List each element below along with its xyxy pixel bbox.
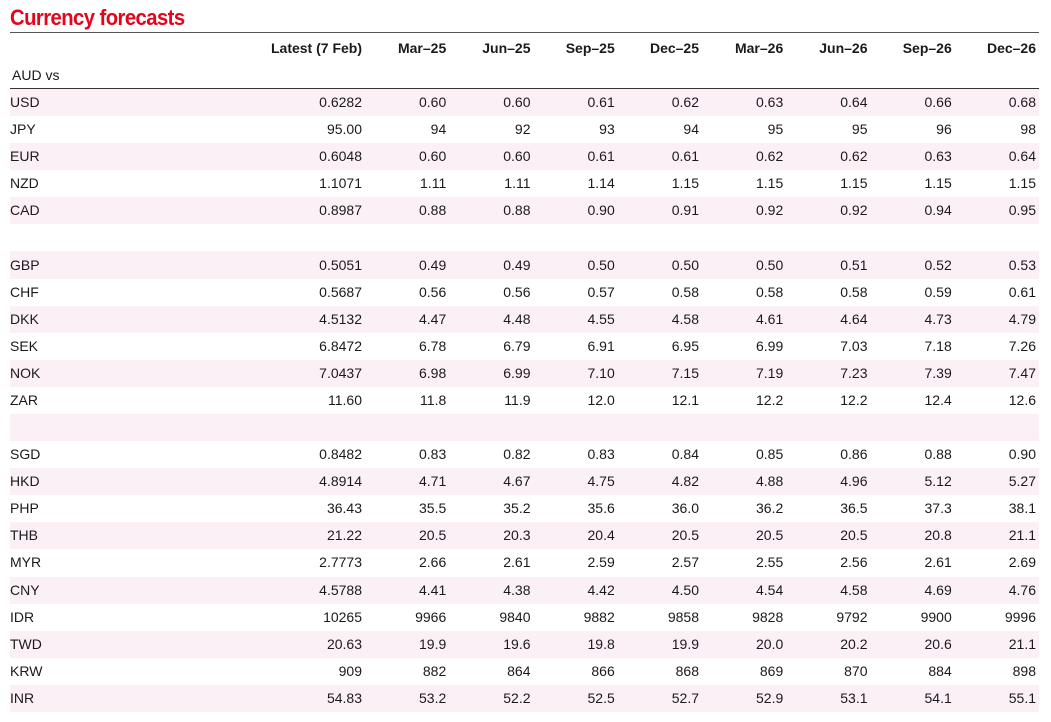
forecast-value-cell: 19.8 — [534, 631, 618, 658]
forecast-value-cell: 1.15 — [840, 175, 868, 192]
currency-label: THB — [10, 522, 225, 549]
forecast-value-cell: 0.49 — [449, 251, 533, 278]
forecast-value-cell: 12.2 — [756, 391, 784, 408]
table-row — [10, 116, 1039, 143]
forecast-value-cell: 7.19 — [702, 360, 786, 387]
latest-value-cell: 7.0437 — [225, 360, 365, 387]
forecast-value-cell: 7.39 — [871, 360, 955, 387]
forecast-value-cell: 92 — [514, 121, 531, 138]
forecast-value-cell: 0.60 — [365, 143, 449, 170]
forecast-value-cell: 20.4 — [534, 522, 618, 549]
forecast-value-cell: 4.67 — [449, 468, 533, 495]
forecast-value-cell: 6.91 — [587, 337, 615, 354]
forecast-value-cell: 0.92 — [786, 197, 870, 224]
forecast-value-cell: 868 — [675, 662, 699, 679]
forecast-value-cell: 96 — [936, 121, 952, 138]
latest-value-cell: 0.8987 — [225, 197, 365, 224]
forecast-value-cell: 0.56 — [419, 283, 447, 300]
forecast-value-cell: 884 — [928, 662, 952, 679]
forecast-value-cell: 4.82 — [618, 468, 702, 495]
forecast-value-cell: 6.78 — [419, 337, 447, 354]
table-row — [10, 197, 1039, 224]
forecast-value-cell: 53.2 — [365, 685, 449, 712]
forecast-value-cell: 866 — [591, 662, 615, 679]
forecast-value-cell: 6.99 — [756, 337, 784, 354]
forecast-value-cell: 7.26 — [1008, 337, 1036, 354]
forecast-value-cell: 20.3 — [449, 522, 533, 549]
forecast-value-cell: 0.66 — [871, 89, 955, 117]
forecast-value-cell: 0.62 — [786, 143, 870, 170]
column-header: Sep–26 — [902, 39, 952, 56]
latest-value-cell: 4.5132 — [225, 306, 365, 333]
table-header-row — [10, 34, 1039, 62]
forecast-value-cell: 0.63 — [871, 143, 955, 170]
forecast-value-cell: 9966 — [415, 608, 447, 625]
forecast-value-cell: 52.2 — [449, 685, 533, 712]
forecast-value-cell: 2.59 — [587, 554, 615, 571]
title-divider — [10, 32, 1039, 33]
forecast-value-cell: 0.86 — [840, 446, 868, 463]
group-label: AUD vs — [10, 62, 1039, 89]
forecast-value-cell: 1.15 — [756, 175, 784, 192]
forecast-value-cell: 4.54 — [702, 577, 786, 604]
table-row — [10, 170, 1039, 197]
forecast-value-cell: 2.56 — [840, 554, 868, 571]
latest-value-cell: 0.6282 — [225, 89, 365, 117]
column-header: Sep–25 — [565, 39, 615, 56]
column-header: Jun–26 — [819, 39, 868, 56]
forecast-value-cell: 36.5 — [840, 500, 868, 517]
forecast-value-cell: 0.85 — [756, 446, 784, 463]
forecast-value-cell: 4.41 — [365, 577, 449, 604]
latest-value-cell: 4.8914 — [225, 468, 365, 495]
forecast-value-cell: 4.64 — [786, 306, 870, 333]
forecast-value-cell: 5.12 — [871, 468, 955, 495]
forecast-value-cell: 0.52 — [871, 251, 955, 278]
forecast-value-cell: 0.51 — [786, 251, 870, 278]
forecast-value-cell: 19.9 — [618, 631, 702, 658]
forecast-value-cell: 0.88 — [449, 197, 533, 224]
forecast-value-cell: 864 — [507, 662, 531, 679]
forecast-value-cell: 19.9 — [365, 631, 449, 658]
forecast-value-cell: 9882 — [583, 608, 615, 625]
forecast-value-cell: 20.2 — [786, 631, 870, 658]
table-row — [10, 577, 1039, 604]
forecast-value-cell: 1.11 — [504, 175, 531, 192]
latest-value-cell: 1.1071 — [319, 175, 362, 192]
forecast-value-cell: 0.84 — [671, 446, 699, 463]
forecast-value-cell: 4.47 — [365, 306, 449, 333]
latest-value-cell: 4.5788 — [225, 577, 365, 604]
currency-label: DKK — [10, 306, 225, 333]
forecast-value-cell: 0.90 — [534, 197, 618, 224]
forecast-value-cell: 6.98 — [365, 360, 449, 387]
currency-label: INR — [10, 685, 225, 712]
forecast-value-cell: 11.9 — [504, 391, 531, 408]
forecast-value-cell: 52.7 — [618, 685, 702, 712]
forecast-value-cell: 0.57 — [587, 283, 615, 300]
forecast-value-cell: 21.1 — [955, 522, 1039, 549]
forecast-value-cell: 54.1 — [871, 685, 955, 712]
spacer-cell — [10, 224, 1039, 251]
table-row — [10, 658, 1039, 685]
latest-value-cell: 95.00 — [326, 121, 362, 138]
forecast-value-cell: 36.0 — [671, 500, 699, 517]
forecast-value-cell: 1.11 — [420, 175, 447, 192]
currency-label: NZD — [10, 175, 39, 192]
forecast-value-cell: 4.88 — [702, 468, 786, 495]
forecast-value-cell: 0.60 — [449, 89, 533, 117]
currency-label: GBP — [10, 251, 225, 278]
forecast-value-cell: 9900 — [920, 608, 952, 625]
forecast-value-cell: 2.57 — [671, 554, 699, 571]
forecast-value-cell: 0.88 — [924, 446, 952, 463]
forecast-value-cell: 4.69 — [871, 577, 955, 604]
forecast-value-cell: 2.61 — [924, 554, 952, 571]
forecast-value-cell: 9858 — [667, 608, 699, 625]
forecast-value-cell: 20.6 — [871, 631, 955, 658]
forecast-value-cell: 0.94 — [871, 197, 955, 224]
forecast-value-cell: 4.96 — [786, 468, 870, 495]
spacer-cell — [10, 414, 1039, 441]
forecast-value-cell: 4.71 — [365, 468, 449, 495]
forecast-value-cell: 0.68 — [955, 89, 1039, 117]
forecast-value-cell: 4.76 — [955, 577, 1039, 604]
forecast-value-cell: 0.60 — [365, 89, 449, 117]
forecast-value-cell: 35.2 — [503, 500, 531, 517]
forecast-value-cell: 12.4 — [924, 391, 952, 408]
forecast-value-cell: 1.15 — [671, 175, 699, 192]
forecast-value-cell: 19.6 — [449, 631, 533, 658]
forecast-value-cell: 94 — [430, 121, 447, 138]
forecast-value-cell: 1.15 — [924, 175, 952, 192]
forecast-value-cell: 4.48 — [449, 306, 533, 333]
currency-label: ZAR — [10, 391, 38, 408]
forecast-value-cell: 7.15 — [618, 360, 702, 387]
latest-value-cell: 10265 — [323, 608, 362, 625]
table-row — [10, 89, 1039, 117]
table-row — [10, 387, 1039, 414]
column-header: Mar–25 — [397, 39, 447, 56]
forecast-value-cell: 36.2 — [756, 500, 784, 517]
table-row — [10, 306, 1039, 333]
latest-value-cell: 2.7773 — [319, 554, 362, 571]
page-title: Currency forecasts — [10, 5, 185, 30]
latest-value-cell: 0.5687 — [319, 283, 362, 300]
forecast-value-cell: 52.9 — [702, 685, 786, 712]
forecast-value-cell: 2.61 — [503, 554, 531, 571]
forecast-value-cell: 870 — [844, 662, 868, 679]
table-row — [10, 441, 1039, 468]
currency-label: JPY — [10, 121, 36, 138]
forecast-value-cell: 98 — [1020, 121, 1036, 138]
forecast-value-cell: 0.58 — [756, 283, 784, 300]
forecast-value-cell: 0.50 — [618, 251, 702, 278]
forecast-value-cell: 0.61 — [534, 143, 618, 170]
forecast-value-cell: 9840 — [499, 608, 531, 625]
currency-label: SEK — [10, 337, 39, 354]
table-row — [10, 251, 1039, 278]
table-row — [10, 468, 1039, 495]
forecast-value-cell: 0.61 — [618, 143, 702, 170]
latest-value-cell: 909 — [338, 662, 362, 679]
forecast-value-cell: 20.5 — [365, 522, 449, 549]
currency-forecast-table — [10, 34, 1039, 712]
forecast-value-cell: 0.58 — [840, 283, 868, 300]
forecast-value-cell: 0.49 — [365, 251, 449, 278]
forecast-value-cell: 4.55 — [534, 306, 618, 333]
forecast-value-cell: 12.0 — [587, 391, 615, 408]
latest-value-cell: 0.6048 — [225, 143, 365, 170]
forecast-value-cell: 4.75 — [534, 468, 618, 495]
forecast-value-cell: 0.83 — [587, 446, 615, 463]
currency-label: MYR — [10, 554, 42, 571]
forecast-value-cell: 94 — [683, 121, 699, 138]
forecast-value-cell: 0.58 — [671, 283, 699, 300]
forecast-value-cell: 869 — [759, 662, 784, 679]
forecast-value-cell: 53.1 — [786, 685, 870, 712]
forecast-value-cell: 6.99 — [449, 360, 533, 387]
table-row — [10, 549, 1039, 576]
forecast-value-cell: 2.69 — [1008, 554, 1036, 571]
forecast-value-cell: 7.47 — [955, 360, 1039, 387]
currency-label: KRW — [10, 662, 43, 679]
forecast-value-cell: 20.8 — [871, 522, 955, 549]
currency-label: NOK — [10, 360, 225, 387]
forecast-value-cell: 9792 — [836, 608, 868, 625]
forecast-value-cell: 0.60 — [449, 143, 533, 170]
forecast-value-cell: 0.59 — [924, 283, 952, 300]
latest-value-cell: 0.5051 — [225, 251, 365, 278]
forecast-value-cell: 6.79 — [503, 337, 531, 354]
forecast-value-cell: 0.95 — [955, 197, 1039, 224]
forecast-value-cell: 95 — [767, 121, 784, 138]
forecast-value-cell: 0.50 — [534, 251, 618, 278]
forecast-value-cell: 0.56 — [503, 283, 531, 300]
forecast-value-cell: 38.1 — [1008, 500, 1036, 517]
forecast-value-cell: 93 — [599, 121, 615, 138]
forecast-value-cell: 20.0 — [702, 631, 786, 658]
table-row — [10, 604, 1039, 631]
forecast-value-cell: 20.5 — [786, 522, 870, 549]
forecast-value-cell: 11.8 — [420, 391, 447, 408]
currency-label: USD — [10, 89, 225, 117]
forecast-value-cell: 0.61 — [534, 89, 618, 117]
forecast-value-cell: 4.38 — [449, 577, 533, 604]
forecast-value-cell: 1.14 — [587, 175, 615, 192]
table-row — [10, 495, 1039, 522]
forecast-value-cell: 898 — [1012, 662, 1036, 679]
forecast-value-cell: 0.64 — [955, 143, 1039, 170]
currency-label: SGD — [10, 446, 41, 463]
column-header-label — [10, 34, 225, 62]
forecast-value-cell: 0.92 — [702, 197, 786, 224]
forecast-value-cell: 7.10 — [534, 360, 618, 387]
forecast-value-cell: 2.55 — [756, 554, 784, 571]
column-header: Dec–25 — [649, 39, 699, 56]
forecast-value-cell: 2.66 — [419, 554, 447, 571]
forecast-value-cell: 9996 — [1004, 608, 1036, 625]
spacer-row — [10, 414, 1039, 441]
table-row — [10, 522, 1039, 549]
forecast-value-cell: 7.03 — [840, 337, 868, 354]
forecast-value-cell: 4.58 — [618, 306, 702, 333]
forecast-value-cell: 0.53 — [955, 251, 1039, 278]
forecast-value-cell: 1.15 — [1008, 175, 1036, 192]
forecast-value-cell: 35.6 — [587, 500, 615, 517]
forecast-value-cell: 4.79 — [955, 306, 1039, 333]
forecast-value-cell: 0.83 — [419, 446, 447, 463]
latest-value-cell: 11.60 — [328, 391, 362, 408]
latest-value-cell: 6.8472 — [319, 337, 362, 354]
currency-label: HKD — [10, 468, 225, 495]
forecast-value-cell: 7.23 — [786, 360, 870, 387]
group-header-row — [10, 62, 1039, 89]
forecast-value-cell: 0.88 — [365, 197, 449, 224]
forecast-value-cell: 0.62 — [702, 143, 786, 170]
table-row — [10, 631, 1039, 658]
forecast-value-cell: 0.82 — [503, 446, 531, 463]
column-header: Latest (7 Feb) — [270, 39, 362, 56]
currency-label: TWD — [10, 631, 225, 658]
forecast-value-cell: 0.64 — [786, 89, 870, 117]
table-row — [10, 279, 1039, 306]
currency-label: CNY — [10, 577, 225, 604]
forecast-value-cell: 5.27 — [955, 468, 1039, 495]
forecast-value-cell: 4.61 — [702, 306, 786, 333]
forecast-value-cell: 0.90 — [1008, 446, 1036, 463]
currency-label: IDR — [10, 608, 35, 625]
forecast-value-cell: 9828 — [752, 608, 784, 625]
forecast-value-cell: 55.1 — [955, 685, 1039, 712]
latest-value-cell: 36.43 — [326, 500, 362, 517]
table-row — [10, 333, 1039, 360]
forecast-value-cell: 21.1 — [955, 631, 1039, 658]
table-row — [10, 143, 1039, 170]
forecast-value-cell: 0.91 — [618, 197, 702, 224]
spacer-row — [10, 224, 1039, 251]
forecast-value-cell: 7.18 — [924, 337, 952, 354]
forecast-value-cell: 0.50 — [702, 251, 786, 278]
forecast-value-cell: 52.5 — [534, 685, 618, 712]
forecast-value-cell: 12.6 — [1008, 391, 1036, 408]
table-row — [10, 360, 1039, 387]
forecast-value-cell: 0.62 — [618, 89, 702, 117]
latest-value-cell: 20.63 — [225, 631, 365, 658]
table-row — [10, 685, 1039, 712]
forecast-value-cell: 20.5 — [702, 522, 786, 549]
forecast-value-cell: 4.73 — [871, 306, 955, 333]
latest-value-cell: 0.8482 — [319, 446, 362, 463]
forecast-value-cell: 4.50 — [618, 577, 702, 604]
column-header: Dec–26 — [986, 39, 1036, 56]
forecast-value-cell: 0.63 — [702, 89, 786, 117]
currency-label: EUR — [10, 143, 225, 170]
currency-label: PHP — [10, 500, 39, 517]
forecast-value-cell: 6.95 — [671, 337, 699, 354]
forecast-value-cell: 0.61 — [1008, 283, 1036, 300]
forecast-value-cell: 882 — [422, 662, 447, 679]
column-header: Mar–26 — [734, 39, 784, 56]
forecast-value-cell: 95 — [851, 121, 868, 138]
currency-label: CHF — [10, 283, 39, 300]
forecast-value-cell: 4.42 — [534, 577, 618, 604]
latest-value-cell: 54.83 — [225, 685, 365, 712]
forecast-value-cell: 12.1 — [671, 391, 699, 408]
forecast-value-cell: 37.3 — [924, 500, 952, 517]
forecast-value-cell: 4.58 — [786, 577, 870, 604]
column-header: Jun–25 — [482, 39, 531, 56]
latest-value-cell: 21.22 — [225, 522, 365, 549]
forecast-value-cell: 12.2 — [840, 391, 868, 408]
forecast-value-cell: 35.5 — [419, 500, 447, 517]
forecast-value-cell: 20.5 — [618, 522, 702, 549]
currency-label: CAD — [10, 197, 225, 224]
